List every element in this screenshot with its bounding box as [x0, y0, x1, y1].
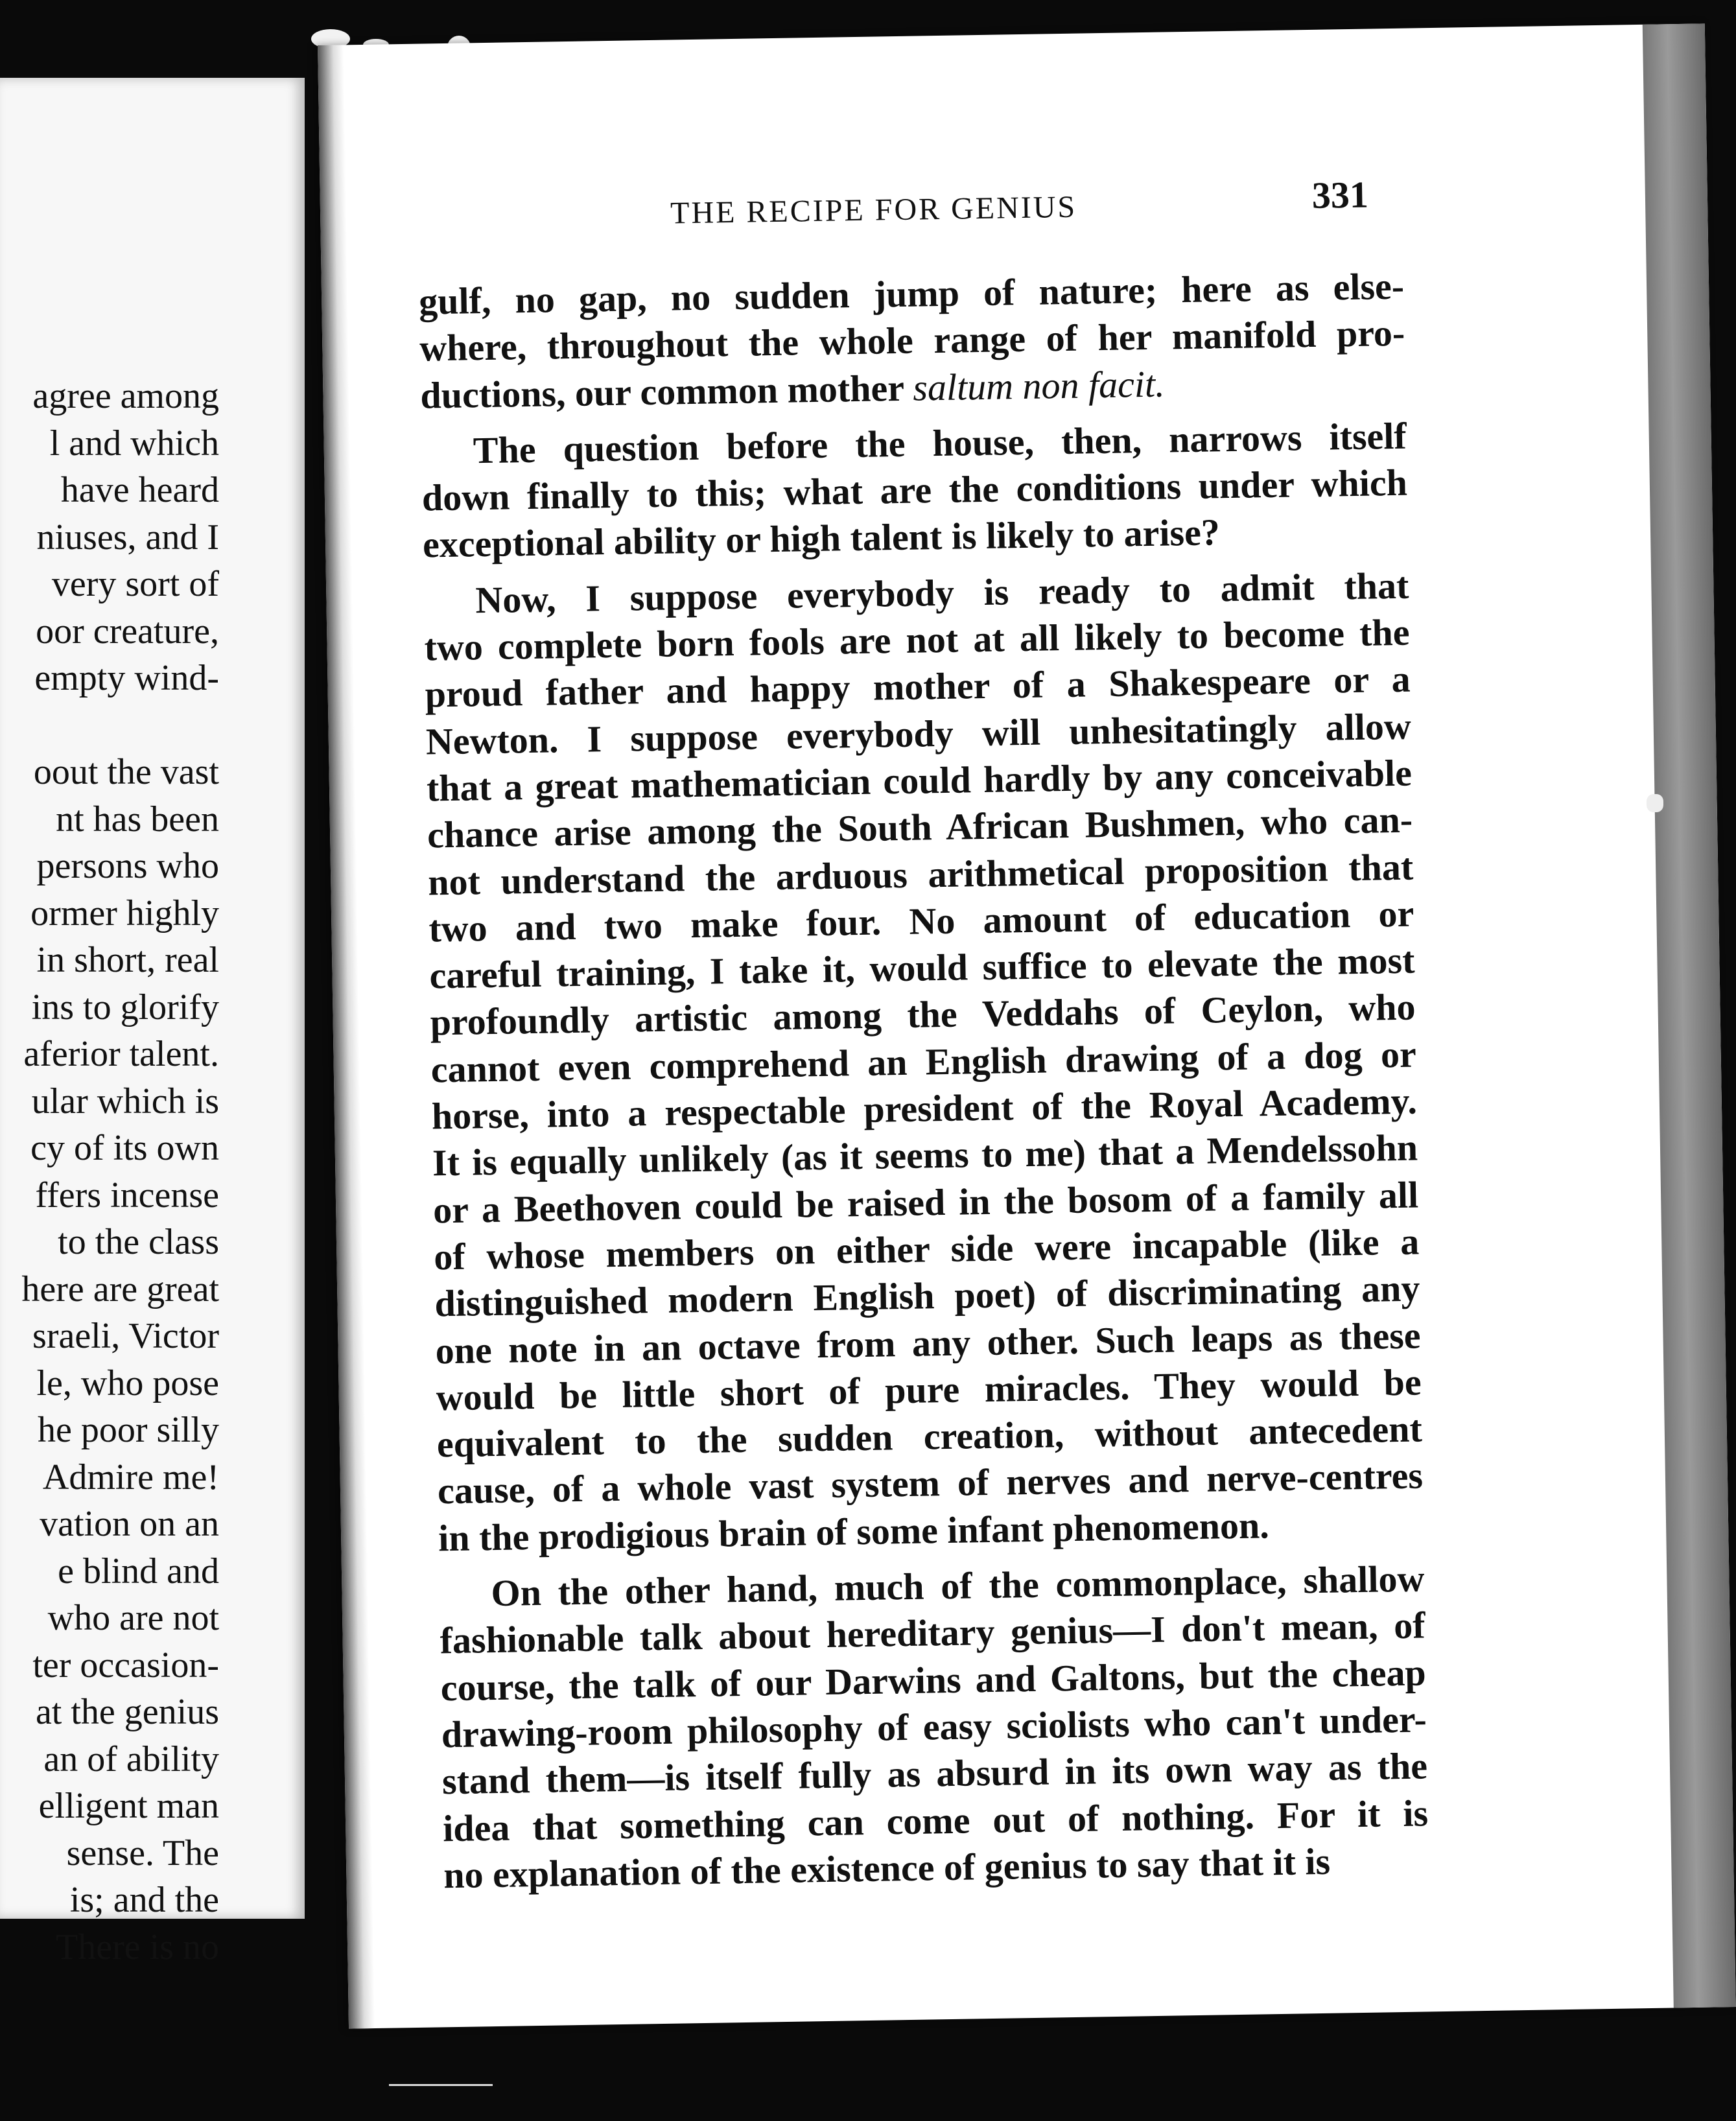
left-page-line: e blind and	[58, 1551, 219, 1591]
paragraph	[419, 263, 1406, 419]
left-page-line: empty wind-	[34, 658, 219, 698]
left-page-line: nt has been	[56, 799, 219, 839]
text-line: cannot even comprehend an English drawing of a dog or	[430, 1033, 1417, 1091]
text-line: two and two make four. No amount of education or	[428, 892, 1414, 950]
text-line: distinguished modern English poet) of discriminating any	[434, 1267, 1420, 1325]
text-line: idea that something can come out of nothing. For it is	[442, 1791, 1429, 1849]
left-page-line	[0, 702, 219, 749]
left-page-line: cy of its own	[30, 1128, 219, 1168]
left-page-line: who are not	[47, 1598, 219, 1638]
italic-phrase: saltum non facit.	[912, 362, 1166, 409]
left-page-line: an of ability	[43, 1739, 219, 1779]
left-page-line: ter occasion-	[32, 1645, 219, 1685]
left-page-line: have heard	[60, 470, 219, 510]
left-page-line: he poor silly	[38, 1410, 219, 1450]
left-page-line: le, who pose	[36, 1363, 219, 1403]
text-line: horse, into a respectable president of the Royal Academy.	[431, 1079, 1418, 1138]
text-line: down finally to this; what are the conditions under which	[421, 461, 1408, 519]
text-line: The question before the house, then, narrows itself	[473, 414, 1407, 472]
text-line: exceptional ability or high talent is likely to arise?	[422, 511, 1221, 567]
text-line: On the other hand, much of the commonplace, shallow	[491, 1557, 1425, 1615]
page-edge	[1643, 23, 1736, 2008]
left-page-line: ffers incense	[35, 1175, 219, 1215]
text-line: course, the talk of our Darwins and Galtons, but the cheap	[440, 1651, 1427, 1709]
scan-mark	[389, 2084, 493, 2086]
left-page-line: aferior talent.	[23, 1034, 219, 1074]
page-fold	[318, 45, 375, 2028]
left-page-line: oout the vast	[33, 752, 219, 792]
text-line: proud father and happy mother of a Shakespeare or a	[425, 658, 1411, 716]
text-line: equivalent to the sudden creation, without antecedent	[436, 1407, 1423, 1466]
text-line: profoundly artistic among the Veddahs of Ceylon, who	[430, 986, 1416, 1044]
text-line: cause, of a whole vast system of nerves and nerve-centres	[437, 1454, 1424, 1512]
left-page-line: oor creature,	[36, 611, 219, 651]
body-text	[419, 263, 1429, 1899]
text-line: would be little short of pure miracles. They would be	[436, 1361, 1422, 1419]
text-line: in the prodigious brain of some infant phenomenon.	[438, 1503, 1270, 1560]
text-line: or a Beethoven could be raised in the bosom of a family all	[432, 1173, 1419, 1232]
paragraph	[423, 562, 1424, 1562]
left-page-line: ular which is	[31, 1081, 219, 1121]
left-page-line: l and which	[49, 423, 219, 463]
left-page-line: sraeli, Victor	[32, 1316, 219, 1356]
left-page-line: here are great	[21, 1269, 219, 1309]
left-page-line: ormer highly	[30, 893, 219, 933]
left-page-line: ins to glorify	[31, 987, 219, 1027]
scan-speck	[1647, 794, 1663, 812]
right-page	[318, 23, 1736, 2028]
text-run: ductions, our common mother	[419, 366, 913, 417]
text-line: It is equally unlikely (as it seems to me) that a Mendelssohn	[432, 1126, 1418, 1184]
running-head: THE RECIPE FOR GENIUS	[670, 189, 1077, 231]
left-page-line: vation on an	[40, 1504, 219, 1544]
text-line: chance arise among the South African Bushmen, who can-	[427, 798, 1413, 856]
text-line: no explanation of the existence of genius to say that it is	[443, 1840, 1331, 1897]
text-line: Newton. I suppose everybody will unhesitatingly allow	[425, 705, 1412, 763]
left-page-line: very sort of	[51, 564, 219, 604]
left-page-line: niuses, and I	[36, 517, 219, 557]
left-page-text	[0, 373, 219, 1971]
paragraph	[421, 413, 1408, 569]
text-line: of whose members on either side were incapable (like a	[433, 1220, 1420, 1278]
text-line: careful training, I take it, would suffice to elevate the most	[429, 939, 1415, 997]
paragraph	[439, 1555, 1429, 1899]
text-line: one note in an octave from any other. Such leaps as these	[435, 1314, 1421, 1372]
text-line: not understand the arduous arithmetical proposition that	[427, 845, 1414, 904]
left-page-line: is; and the	[69, 1880, 219, 1920]
left-page-line: agree among	[32, 376, 219, 416]
text-line: that a great mathematician could hardly by any conceivable	[426, 751, 1413, 810]
text-line: gulf, no gap, no sudden jump of nature; here as else-	[418, 264, 1405, 323]
text-line: fashionable talk about hereditary genius—I don't mean, of	[440, 1604, 1426, 1662]
left-page-line: persons who	[36, 846, 219, 886]
text-line: stand them—is itself fully as absurd in its own way as the	[441, 1744, 1428, 1803]
text-line: two complete born fools are not at all likely to become the	[424, 611, 1410, 669]
page-number: 331	[1311, 173, 1369, 217]
left-page-line: elligent man	[38, 1786, 219, 1826]
left-page-line: There is no	[56, 1927, 219, 1967]
text-line: drawing-room philosophy of easy sciolists who can't under-	[441, 1698, 1427, 1756]
text-line: where, throughout the whole range of her manifold pro-	[419, 312, 1405, 369]
left-page-line: to the class	[58, 1222, 219, 1262]
left-page-line: Admire me!	[42, 1457, 219, 1497]
left-page-line: at the genius	[35, 1692, 219, 1732]
left-page-line: sense. The	[66, 1833, 219, 1873]
left-page-line: in short, real	[36, 940, 219, 980]
text-line: Now, I suppose everybody is ready to admit that	[475, 564, 1409, 622]
left-page	[0, 78, 305, 1967]
